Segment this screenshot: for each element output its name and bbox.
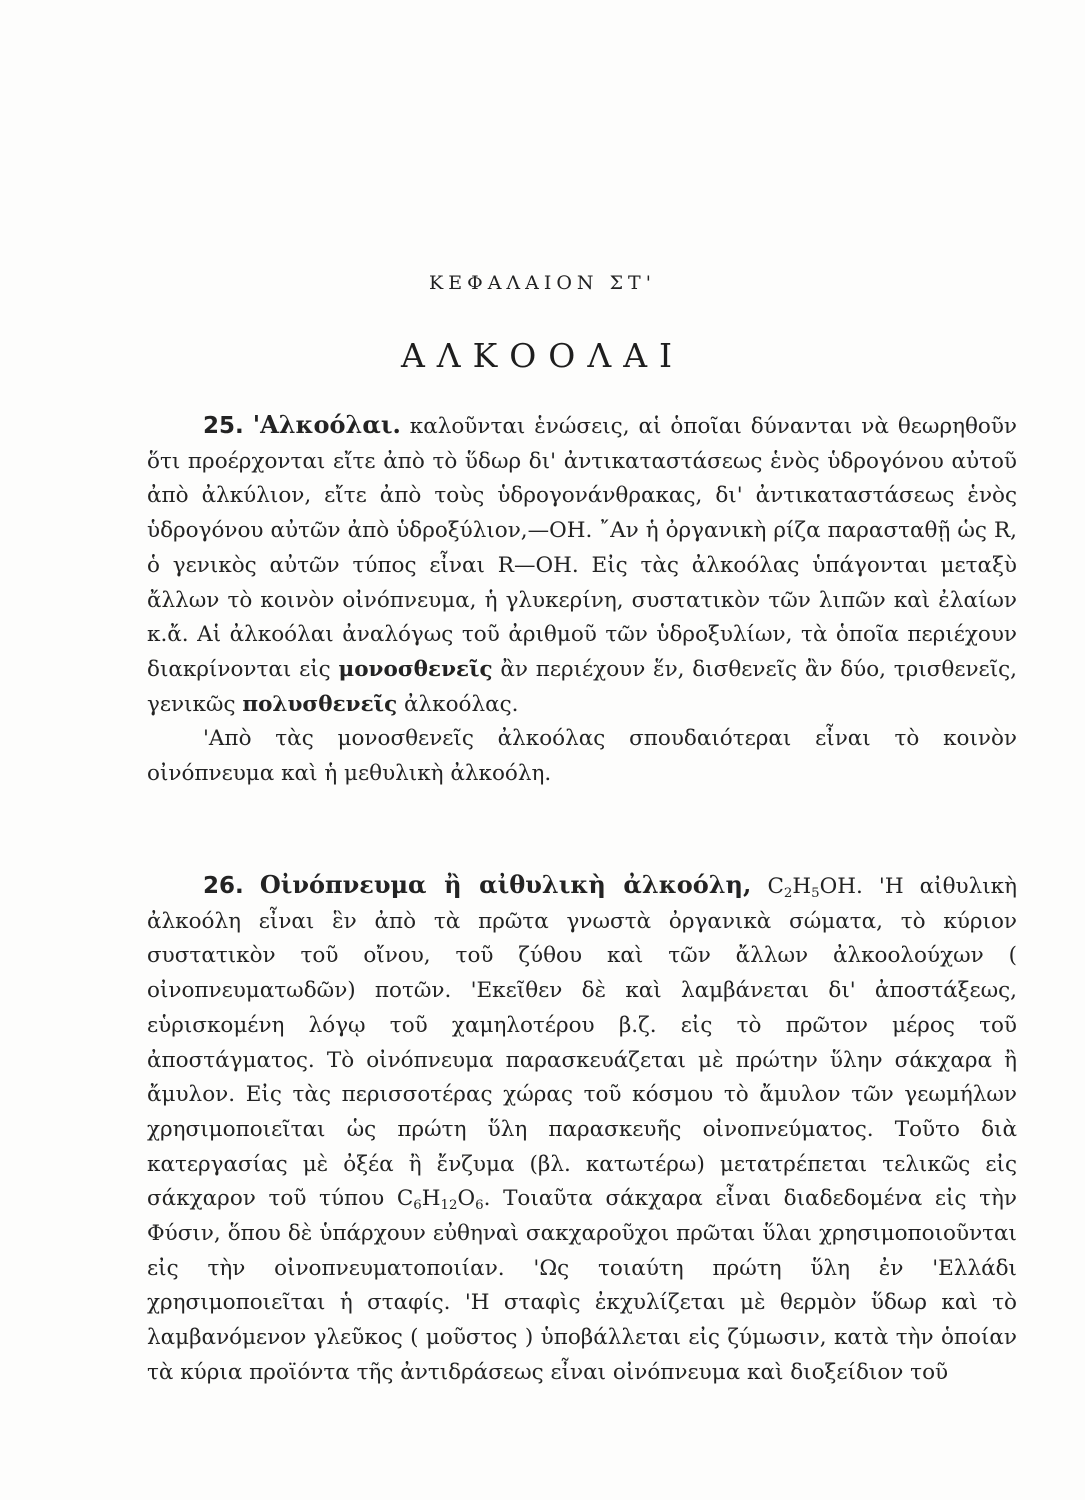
paragraph-text: 'Η αἰθυλικὴ ἀλκοόλη εἶναι ἓν ἀπὸ τὰ πρῶτα γνωστὰ ὀργανικὰ σώματα, τὸ κύριον συστατικὸν τοῦ οἴνου, τοῦ ζύθου καὶ τῶν ἄλλων ἀλκοολούχων ( οἰνοπνευματωδῶν) ποτῶν. 'Εκεῖθεν δὲ καὶ λαμβάνεται δι' ἀποστάξεως, εὑρισκομένη λόγῳ τοῦ χαμηλοτέρου β.ζ. εἰς τὸ πρῶτον μέρος τοῦ ἀποστάγματος. Τὸ οἰνόπνευμα παρασκευάζεται μὲ πρώτην ὕλην σάκχαρα ἢ ἄμυλον. Εἰς τὰς περισσοτέρας χώρας τοῦ κόσμου τὸ ἄμυλον τῶν γεωμήλων χρησιμοποιεῖται ὡς πρώτη ὕλη παρασκευῆς οἰνοπνεύματος. Τοῦτο διὰ κατεργασίας μὲ ὀξέα ἢ ἔνζυμα (βλ. κατωτέρω) μετατρέπεται τελικῶς εἰς σάκχαρον τοῦ τύπου xyxy=(147,874,1017,1212)
section-26 xyxy=(147,868,1017,1391)
section-number: 26. xyxy=(203,873,244,899)
paragraph-text: ἀλκοόλας. xyxy=(397,691,519,717)
paragraph-text: καλοῦνται ἑνώσεις, αἱ ὁποῖαι δύνανται νὰ θεωρηθοῦν ὅτι προέρχονται εἴτε ἀπὸ τὸ ὕδωρ δι' ἀντικαταστάσεως ἑνὸς ὑδρογόνου αὐτοῦ ἀπὸ ἀλκύλιον, εἴτε ἀπὸ τοὺς ὑδρογονάνθρακας, δι' ἀντικαταστάσεως ἑνὸς ὑδρογόνου αὐτῶν ἀπὸ ὑδροξύλιον,—OH. ῎Αν ἡ ὀργανικὴ ρίζα παρασταθῇ ὡς R, ὁ γενικὸς αὐτῶν τύπος εἶναι R—OH. Εἰς τὰς ἀλκοόλας ὑπάγονται μεταξὺ ἄλλων τὸ κοινὸν οἰνόπνευμα, ἡ γλυκερίνη, συστατικὸν τῶν λιπῶν καὶ ἐλαίων κ.ἄ. Αἱ ἀλκοόλαι ἀναλόγως τοῦ ἀριθμοῦ τῶν ὑδροξυλίων, τὰ ὁποῖα περιέχουν διακρίνονται εἰς xyxy=(147,414,1017,682)
paragraph-text: ἂν περιέχουν ἕν, δισθενεῖς ἂν δύο, τρισθενεῖς, γενικῶς xyxy=(147,656,1018,717)
term-monovalent: μονοσθενεῖς xyxy=(338,656,493,682)
section-heading: 'Αλκοόλαι. xyxy=(252,410,401,439)
section-number: 25. xyxy=(203,413,244,439)
chapter-label: ΚΕΦΑΛΑΙΟΝ ΣΤ' xyxy=(429,272,656,294)
section-26-paragraph xyxy=(147,868,1017,1391)
formula-sugar: $C_6H_{12}O_6$ xyxy=(396,1186,484,1214)
chapter-title: ΑΛΚΟΟΛΑΙ xyxy=(400,336,685,375)
term-polyvalent: πολυσθενεῖς xyxy=(242,691,398,717)
section-25-paragraph-1 xyxy=(147,408,1017,722)
section-heading: Οἰνόπνευμα ἢ αἰθυλικὴ ἀλκοόλη, xyxy=(259,870,752,899)
formula-ethanol: $C_2H_5OH$. xyxy=(767,874,863,901)
paragraph-text: . Τοιαῦτα σάκχαρα εἶναι διαδεδομένα εἰς τὴν Φύσιν, ὅπου δὲ ὑπάρχουν εὐθηναὶ σακχαροῦχοι πρῶται ὕλαι χρησιμοποιοῦνται εἰς τὴν οἰνοπνευματοποιίαν. 'Ως τοιαύτη πρώτη ὕλη ἐν 'Ελλάδι χρησιμοποιεῖται ἡ σταφίς. 'Η σταφὶς ἐκχυλίζεται μὲ θερμὸν ὕδωρ καὶ τὸ λαμβανόμενον γλεῦκος ( μοῦστος ) ὑποβάλλεται εἰς ζύμωσιν, κατὰ τὴν ὁποίαν τὰ κύρια προϊόντα τῆς ἀντιδράσεως εἶναι οἰνόπνευμα καὶ διοξείδιον τοῦ xyxy=(147,1186,1017,1385)
section-25 xyxy=(147,408,1017,792)
section-25-paragraph-2: 'Απὸ τὰς μονοσθενεῖς ἀλκοόλας σπουδαιότεραι εἶναι τὸ κοινὸν οἰνόπνευμα καὶ ἡ μεθυλικὴ ἀλκοόλη. xyxy=(147,726,1017,787)
